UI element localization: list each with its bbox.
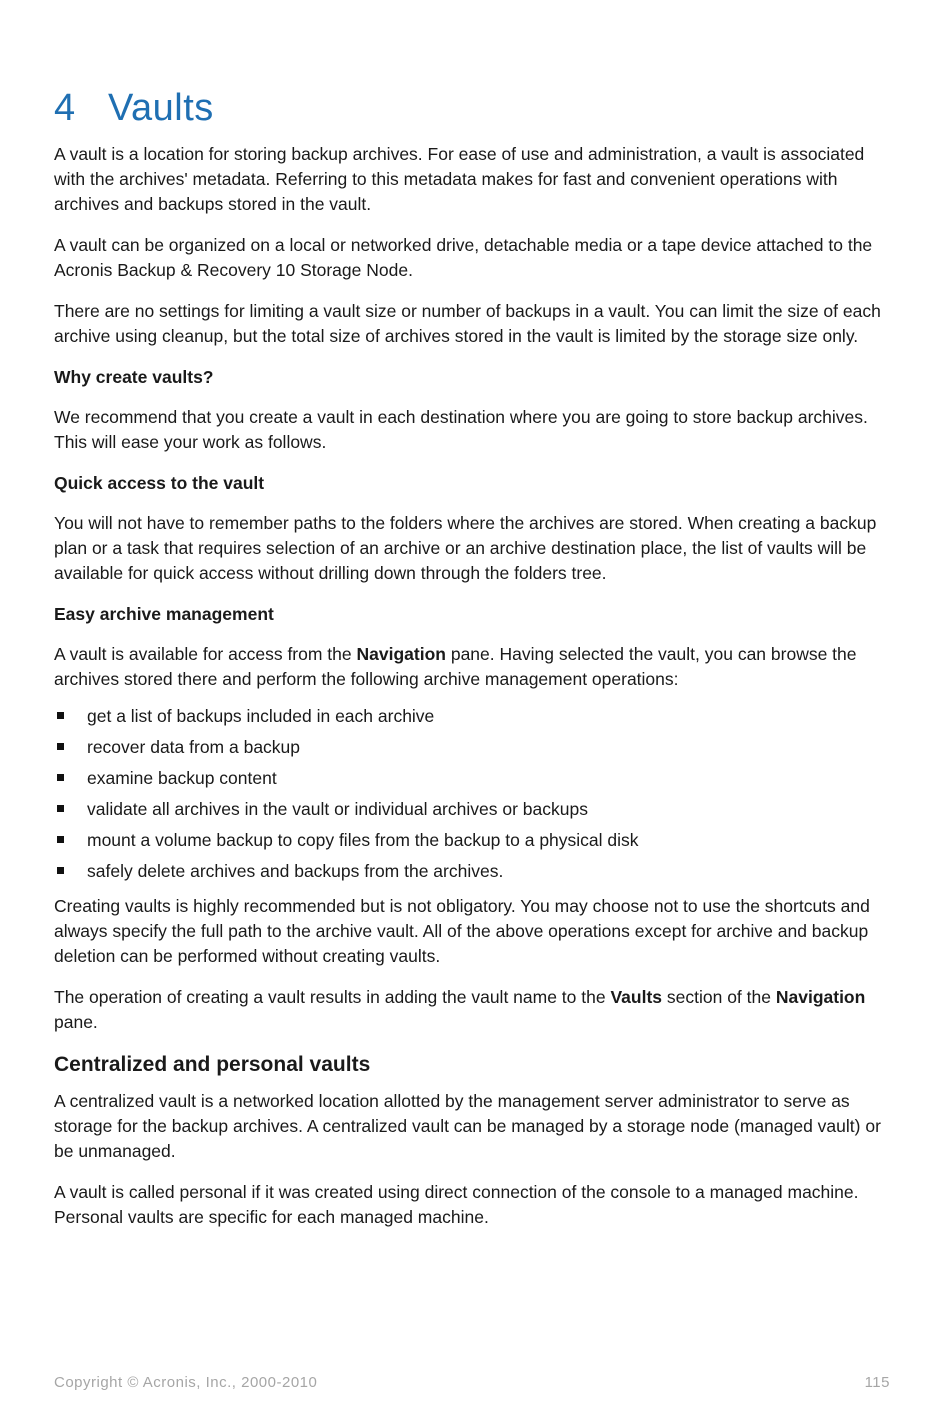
paragraph-intro: A vault is a location for storing backup archives. For ease of use and administration, a vault is associated with the archives' metadata. Referring to this metadata makes for fast and convenient operations with archives and backups stored in the vault.: [54, 143, 865, 214]
navigation-term: Navigation: [356, 643, 446, 664]
list-item-text: safely delete archives and backups from the archives.: [87, 860, 504, 881]
text-span: pane.: [54, 1011, 98, 1032]
list-item-text: validate all archives in the vault or individual archives or backups: [87, 798, 588, 819]
list-item-text: examine backup content: [87, 767, 277, 788]
list-item-text: get a list of backups included in each archive: [87, 705, 435, 726]
bullet-icon: [57, 774, 64, 781]
section-heading: Centralized and personal vaults: [54, 1052, 371, 1076]
paragraph-organization: A vault can be organized on a local or networked drive, detachable media or a tape device attached to the Acronis Backup & Recovery 10 Storage Node.: [54, 234, 873, 280]
list-item: [54, 704, 894, 729]
text-span: The operation of creating a vault results in adding the vault name to the: [54, 986, 611, 1007]
list-item-text: recover data from a backup: [87, 736, 301, 757]
text-span: section of the: [662, 986, 776, 1007]
list-item: [54, 735, 894, 760]
paragraph-quick-access: You will not have to remember paths to the folders where the archives are stored. When creating a backup plan or a task that requires selection of an archive or an archive destination place, the list of vaults will be available for quick access without drilling down through the folders tree.: [54, 512, 877, 583]
operations-list: [54, 704, 894, 884]
paragraph-limits: There are no settings for limiting a vault size or number of backups in a vault. You can limit the size of each archive using cleanup, but the total size of archives stored in the vault is limited by the storage size only.: [54, 300, 881, 346]
paragraph-centralized: A centralized vault is a networked location allotted by the management server administrator to serve as storage for the backup archives. A centralized vault can be managed by a storage node (managed vault) or be unmanaged.: [54, 1090, 881, 1161]
page-footer: [54, 1374, 890, 1391]
list-item: [54, 797, 894, 822]
list-item: [54, 766, 894, 791]
paragraph-recommend: We recommend that you create a vault in each destination where you are going to store backup archives. This will ease your work as follows.: [54, 406, 868, 452]
text-span: A vault is available for access from the: [54, 643, 357, 664]
navigation-term: Navigation: [775, 986, 866, 1007]
paragraph-obligatory: Creating vaults is highly recommended but is not obligatory. You may choose not to use the shortcuts and always specify the full path to the archive vault. All of the above operations except for archive and backup deletion can be performed without creating vaults.: [54, 895, 870, 966]
copyright-text: Copyright © Acronis, Inc., 2000-2010: [54, 1374, 318, 1391]
bullet-icon: [57, 805, 64, 812]
bullet-icon: [57, 867, 64, 874]
chapter-title: [54, 86, 894, 132]
subheading-quick-access: Quick access to the vault: [54, 472, 265, 493]
text-span: pane. Having selected the vault, you can browse the archives stored there and perform the following archive management operations:: [54, 643, 857, 689]
paragraph-operation: [54, 985, 894, 1035]
list-item: [54, 859, 894, 884]
vaults-term: Vaults: [610, 986, 663, 1007]
bullet-icon: [57, 712, 64, 719]
document-page: [54, 86, 894, 1246]
paragraph-personal: A vault is called personal if it was created using direct connection of the console to a managed machine. Personal vaults are specific for each managed machine.: [54, 1181, 859, 1227]
bullet-icon: [57, 836, 64, 843]
list-item-text: mount a volume backup to copy files from the backup to a physical disk: [87, 829, 639, 850]
chapter-title-text: Vaults: [108, 87, 214, 129]
page-number: 115: [864, 1374, 890, 1391]
list-item: [54, 828, 894, 853]
paragraph-navigation: [54, 642, 894, 692]
chapter-number: 4: [54, 87, 76, 129]
bullet-icon: [57, 743, 64, 750]
subheading-easy-management: Easy archive management: [54, 603, 274, 624]
subheading-why: Why create vaults?: [54, 366, 214, 387]
